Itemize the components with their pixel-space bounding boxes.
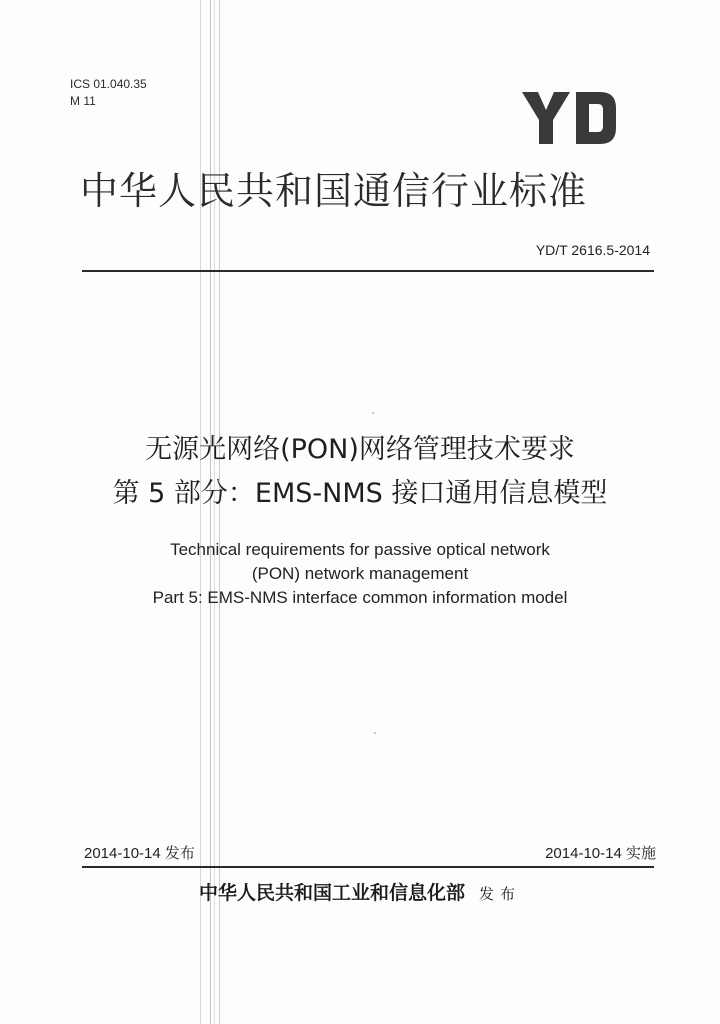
classification-block bbox=[70, 76, 147, 110]
bottom-divider bbox=[82, 866, 654, 868]
scan-speck bbox=[374, 732, 376, 734]
chinese-title bbox=[0, 428, 720, 516]
ics-code: ICS 01.040.35 bbox=[70, 77, 147, 91]
standard-category-title: 中华人民共和国通信行业标准 bbox=[80, 169, 588, 213]
english-title-line-3: Part 5: EMS-NMS interface common information model bbox=[152, 588, 568, 607]
issue-word: 发布 bbox=[479, 885, 522, 903]
issuing-authority bbox=[0, 878, 720, 905]
chinese-title-line-2: 第 5 部分：EMS-NMS 接口通用信息模型 bbox=[112, 478, 608, 509]
implementation-date: 2014-10-14 实施 bbox=[545, 845, 656, 862]
category-code: M 11 bbox=[70, 94, 96, 108]
english-title-line-2: (PON) network management bbox=[251, 564, 469, 583]
issue-date: 2014-10-14 发布 bbox=[84, 845, 195, 862]
standard-number: YD/T 2616.5-2014 bbox=[535, 242, 650, 258]
issuer-name: 中华人民共和国工业和信息化部 bbox=[198, 882, 465, 904]
top-divider bbox=[82, 270, 654, 272]
chinese-title-line-1: 无源光网络(PON)网络管理技术要求 bbox=[145, 434, 575, 465]
scan-speck bbox=[372, 412, 374, 414]
english-title-line-1: Technical requirements for passive optical network bbox=[170, 540, 550, 559]
yd-logo bbox=[522, 88, 622, 148]
english-title bbox=[0, 538, 720, 610]
